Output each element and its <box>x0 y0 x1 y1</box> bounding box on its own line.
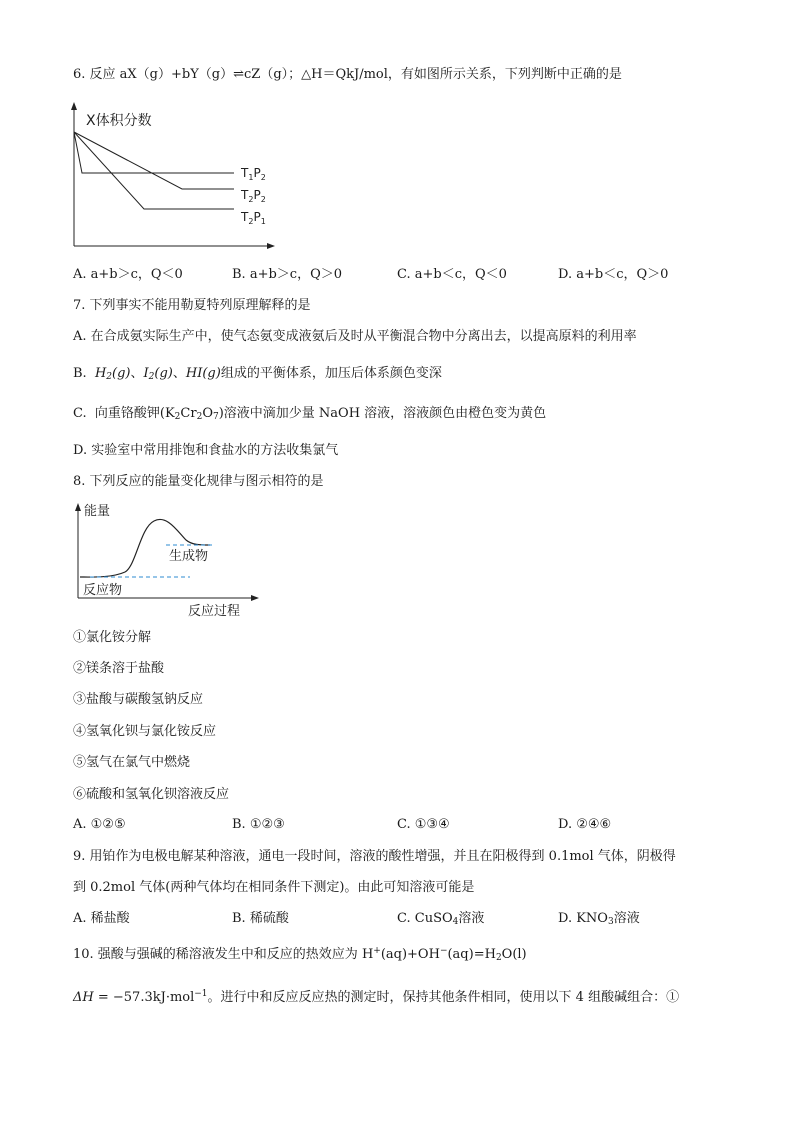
q8-option-d[interactable]: D. ②④⑥ <box>558 817 612 832</box>
q8-option-a[interactable]: A. ①②⑤ <box>73 817 126 832</box>
q8-item-5: ⑤氢气在氯气中燃烧 <box>73 755 191 770</box>
q10-stem-line2: ΔH = −57.3kJ·mol$^{-1}$。进行中和反应反应热的测定时，保持其他条件相同，使用以下 4 组酸碱组合：① <box>73 989 680 1005</box>
q8-reactant-label: 反应物 <box>83 583 123 598</box>
q6-label-t2p2: $T_2P_2$ <box>241 188 266 204</box>
q9-option-c[interactable]: C. CuSO$_4$溶液 <box>397 911 485 927</box>
q9-stem-line2: 到 0.2mol 气体(两种气体均在相同条件下测定)。由此可知溶液可能是 <box>73 880 475 895</box>
q6-figure <box>66 100 286 255</box>
q9-options <box>73 910 773 928</box>
q6-x-arrow <box>267 243 275 249</box>
q8-item-3: ③盐酸与碳酸氢钠反应 <box>73 692 204 707</box>
q7-stem: 7. 下列事实不能用勒夏特列原理解释的是 <box>73 298 311 313</box>
q9-option-d[interactable]: D. $KNO_3$溶液 <box>558 911 640 927</box>
q7-option-b[interactable]: B. $H_2(g)$、$I_2(g)$、HI(g)组成的平衡体系，加压后体系颜色变深 <box>73 366 442 382</box>
q8-option-c[interactable]: C. ①③④ <box>397 817 450 832</box>
q6-label-t2p1: $T_2P_1$ <box>241 210 266 226</box>
q6-option-d[interactable]: D. a+b＜c，Q＞0 <box>558 267 669 282</box>
q8-item-2: ②镁条溶于盐酸 <box>73 661 165 676</box>
q7-option-a[interactable]: A. 在合成氨实际生产中，使气态氨变成液氨后及时从平衡混合物中分离出去，以提高原料的利用率 <box>73 329 637 344</box>
q6-option-b[interactable]: B. a+b＞c，Q＞0 <box>232 267 342 282</box>
q10-stem-line1: 10. 强酸与强碱的稀溶液发生中和反应的热效应为 $H^+(aq)+OH^-(aq)=H_2O(l)$ <box>73 946 527 963</box>
q6-y-arrow <box>71 102 77 110</box>
q8-item-4: ④氢氧化钡与氯化铵反应 <box>73 724 217 739</box>
q8-y-arrow <box>75 503 81 511</box>
q9-option-b[interactable]: B. 稀硫酸 <box>232 911 289 926</box>
q6-option-a[interactable]: A. a+b＞c，Q＜0 <box>73 267 183 282</box>
q8-option-b[interactable]: B. ①②③ <box>232 817 285 832</box>
q8-figure <box>70 500 260 622</box>
q7-option-d[interactable]: D. 实验室中常用排饱和食盐水的方法收集氯气 <box>73 443 339 458</box>
q6-ylabel: X体积分数 <box>86 113 152 129</box>
q8-x-arrow <box>251 595 259 601</box>
q9-stem-line1: 9. 用铂作为电极电解某种溶液，通电一段时间，溶液的酸性增强，并且在阳极得到 0.1mol 气体，阴极得 <box>73 849 676 864</box>
q8-ylabel: 能量 <box>84 504 111 519</box>
q8-item-6: ⑥硫酸和氢氧化钡溶液反应 <box>73 787 230 802</box>
q8-item-1: ①氯化铵分解 <box>73 630 152 645</box>
q8-product-label: 生成物 <box>169 549 209 564</box>
q8-xlabel: 反应过程 <box>188 604 241 619</box>
q6-curve-t2p1 <box>74 132 234 209</box>
q6-stem: 6. 反应 aX（g）+bY（g）⇌cZ（g）；△H＝QkJ/mol，有如图所示关系，下列判断中正确的是 <box>73 67 622 82</box>
q6-label-t1p2: $T_1P_2$ <box>241 166 266 182</box>
q8-options <box>73 816 773 834</box>
q6-option-c[interactable]: C. a+b＜c，Q＜0 <box>397 267 507 282</box>
q7-option-c[interactable]: C. 向重铬酸钾$(K_2Cr_2O_7)$溶液中滴加少量 NaOH 溶液，溶液颜色由橙色变为黄色 <box>73 406 547 422</box>
q9-option-a[interactable]: A. 稀盐酸 <box>73 911 130 926</box>
q6-curve-t2p2 <box>74 132 234 189</box>
q6-options <box>73 266 773 284</box>
q6-curve-t1p2 <box>74 132 234 173</box>
q8-stem: 8. 下列反应的能量变化规律与图示相符的是 <box>73 474 324 489</box>
